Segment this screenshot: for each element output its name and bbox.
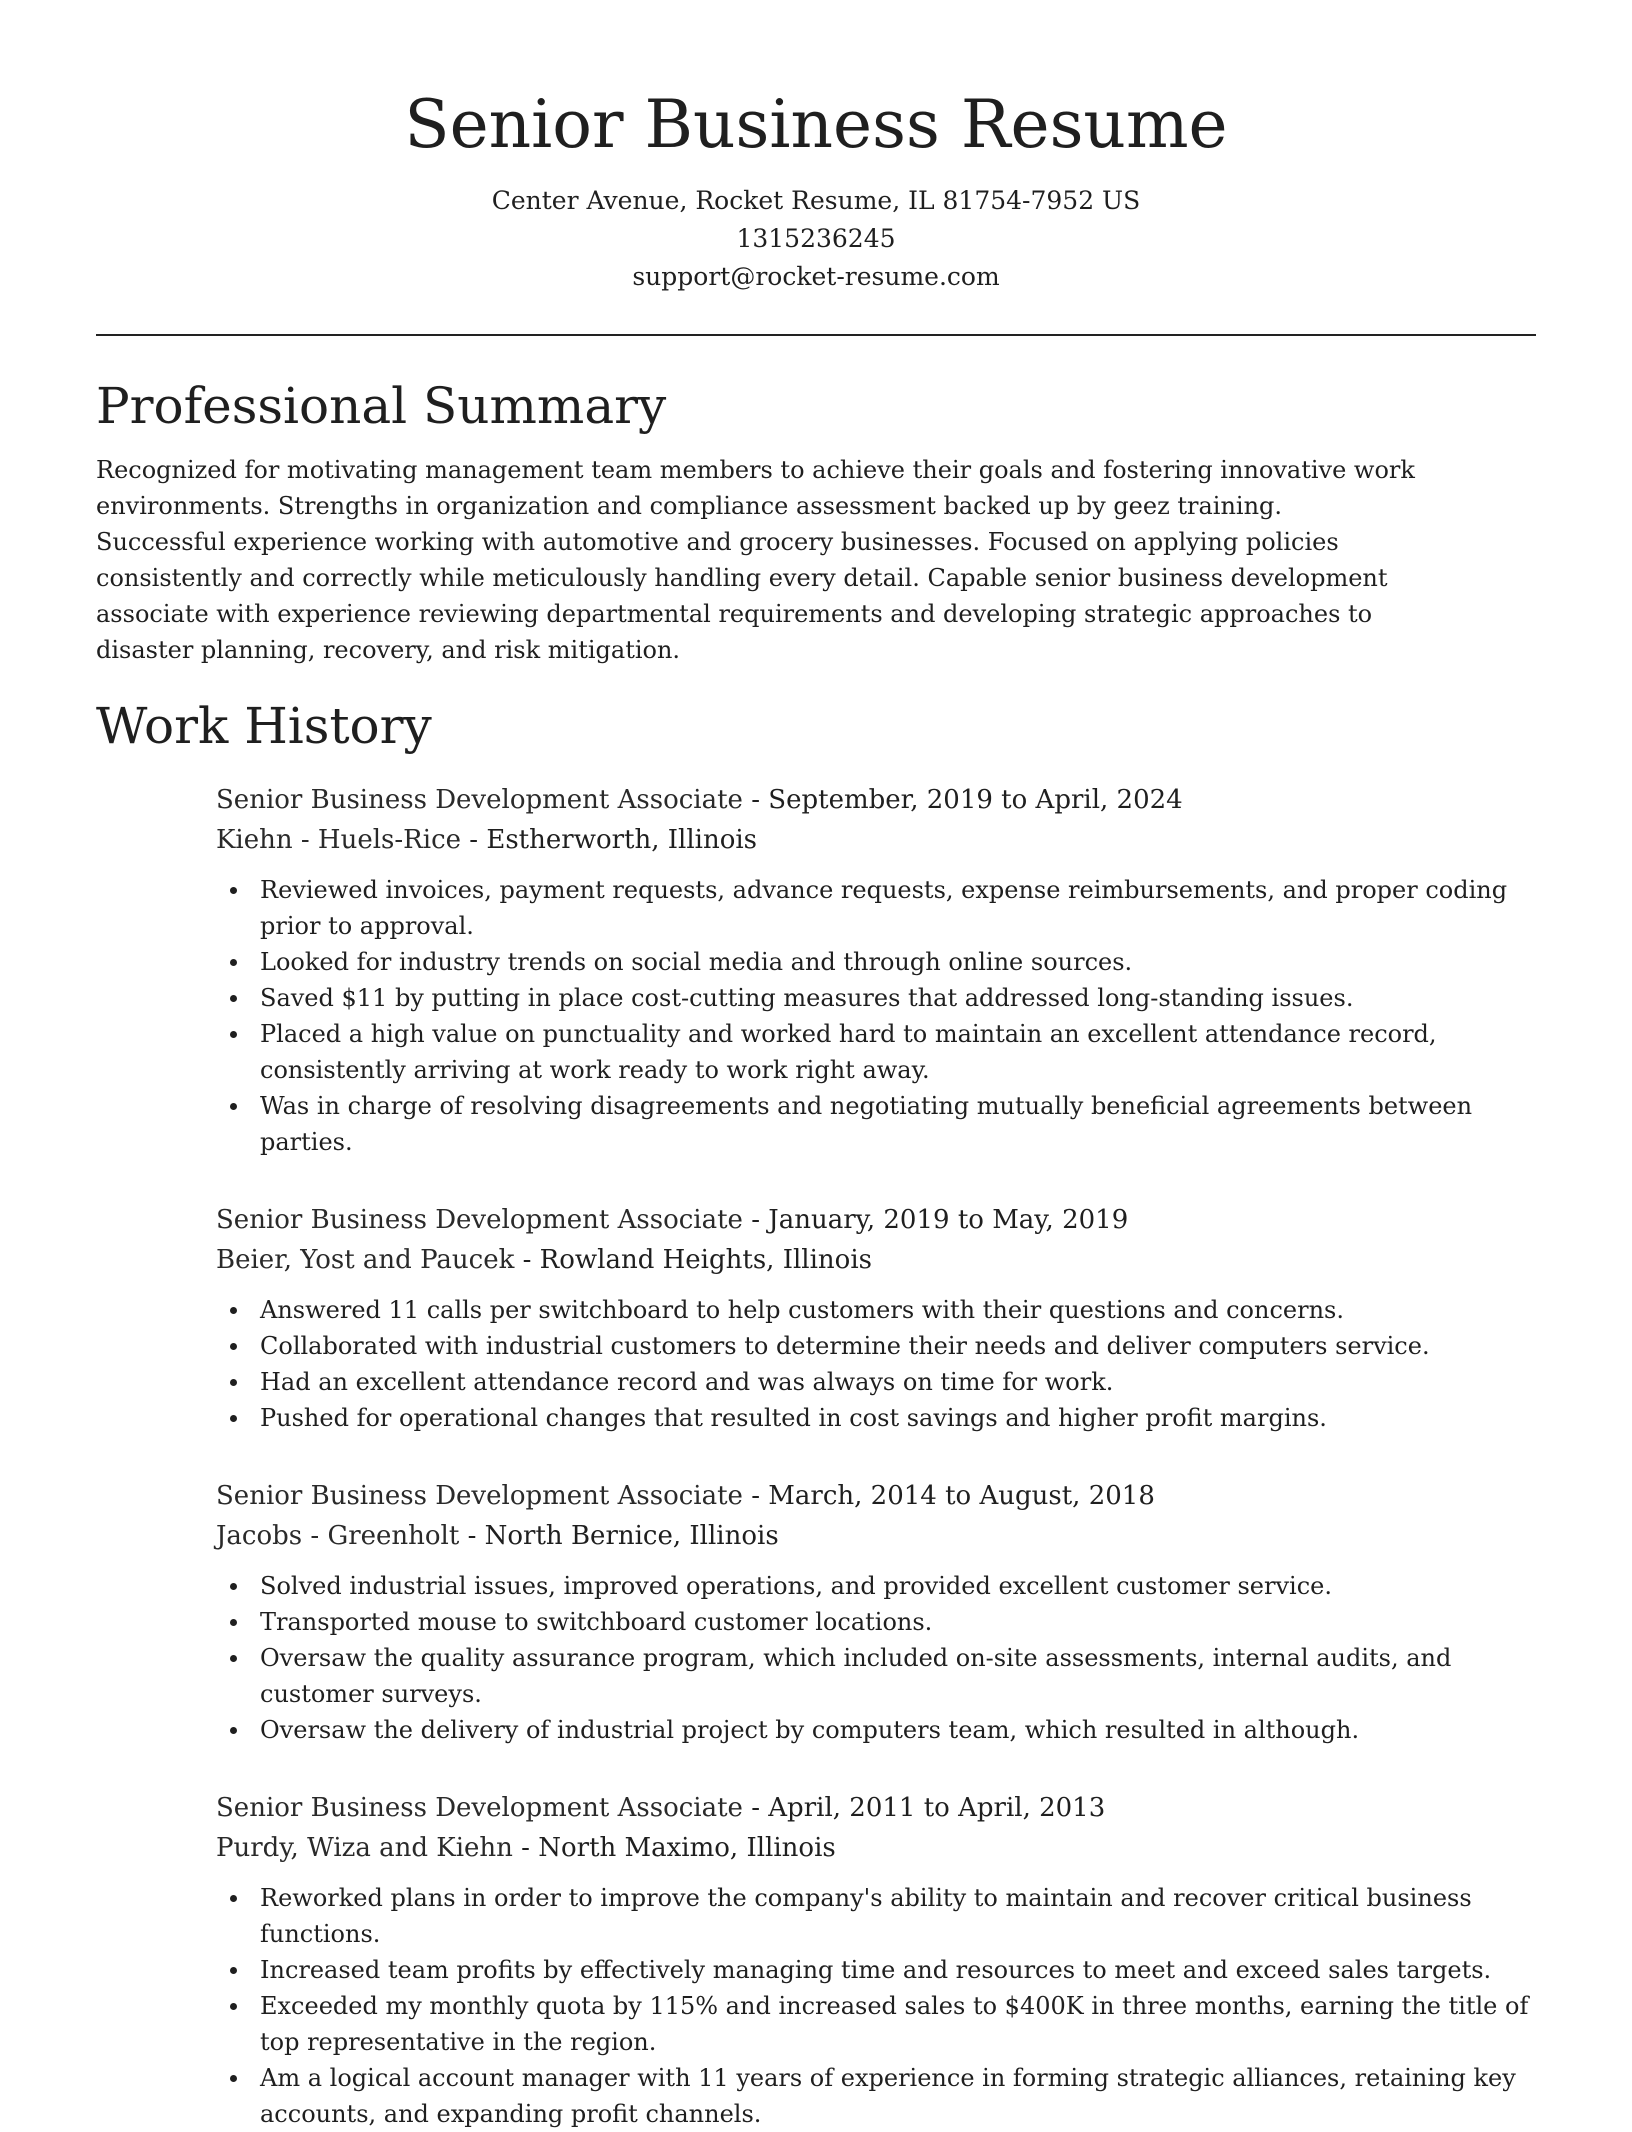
job-company-line: Beier, Yost and Paucek - Rowland Heights, Illinois (216, 1245, 872, 1275)
job-bullet: Had an excellent attendance record and was always on time for work. (216, 1364, 1536, 1400)
job-bullet: Oversaw the quality assurance program, which included on-site assessments, internal audits, and customer surveys. (216, 1640, 1536, 1712)
job-company-line: Jacobs - Greenholt - North Bernice, Illinois (216, 1521, 779, 1551)
job-company: Purdy, Wiza and Kiehn (216, 1833, 513, 1863)
contact-email: support@rocket-resume.com (632, 262, 1000, 291)
job-role: Senior Business Development Associate (216, 785, 743, 815)
job-bullet: Reviewed invoices, payment requests, advance requests, expense reimbursements, and proper coding prior to approval. (216, 872, 1536, 944)
job-role: Senior Business Development Associate (216, 1205, 743, 1235)
resume-header (96, 0, 1536, 296)
job-bullet: Collaborated with industrial customers to determine their needs and deliver computers service. (216, 1328, 1536, 1364)
job-bullet: Transported mouse to switchboard customer locations. (216, 1604, 1536, 1640)
work-history-heading: Work History (96, 697, 432, 755)
job-bullet: Exceeded my monthly quota by 115% and increased sales to $400K in three months, earning the title of top representative in the region. (216, 1988, 1536, 2060)
job-bullets (216, 872, 1536, 1160)
job-bullet: Reworked plans in order to improve the company's ability to maintain and recover critical business functions. (216, 1880, 1536, 1952)
job-bullet: Looked for industry trends on social media and through online sources. (216, 944, 1536, 980)
job-bullets (216, 1568, 1536, 1748)
job-entry (216, 1788, 1536, 2132)
job-bullet: Pushed for operational changes that resulted in cost savings and higher profit margins. (216, 1400, 1536, 1436)
job-title-line: Senior Business Development Associate - April, 2011 to April, 2013 (216, 1793, 1106, 1823)
job-bullet: Was in charge of resolving disagreements and negotiating mutually beneficial agreements between parties. (216, 1088, 1536, 1160)
job-bullet: Answered 11 calls per switchboard to help customers with their questions and concerns. (216, 1292, 1536, 1328)
job-company: Kiehn - Huels-Rice (216, 825, 462, 855)
job-location: North Maximo, Illinois (538, 1833, 836, 1863)
summary-text: Recognized for motivating management team members to achieve their goals and fostering innovative work environments. Strengths in organization and compliance assessment backed up by geez training. Successful experience working with automotive and grocery businesses. Focused on applying policies consistently and correctly while meticulously handling every detail. Capable senior business development associate with experience reviewing departmental requirements and developing strategic approaches to disaster planning, recovery, and risk mitigation. (96, 456, 1415, 664)
job-company: Beier, Yost and Paucek (216, 1245, 515, 1275)
job-company-line: Purdy, Wiza and Kiehn - North Maximo, Illinois (216, 1833, 836, 1863)
job-entry (216, 780, 1536, 1160)
job-role: Senior Business Development Associate (216, 1793, 743, 1823)
job-bullet: Increased team profits by effectively managing time and resources to meet and exceed sales targets. (216, 1952, 1536, 1988)
job-dates: September, 2019 to April, 2024 (768, 785, 1183, 815)
job-dates: April, 2011 to April, 2013 (768, 1793, 1106, 1823)
job-role: Senior Business Development Associate (216, 1481, 743, 1511)
contact-phone: 1315236245 (736, 224, 896, 253)
job-bullet: Solved industrial issues, improved operations, and provided excellent customer service. (216, 1568, 1536, 1604)
job-location: Estherworth, Illinois (486, 825, 758, 855)
job-bullet: Am a logical account manager with 11 years of experience in forming strategic alliances, retaining key accounts, and expanding profit channels. (216, 2060, 1536, 2132)
job-location: Rowland Heights, Illinois (539, 1245, 872, 1275)
job-title-line: Senior Business Development Associate - March, 2014 to August, 2018 (216, 1481, 1155, 1511)
job-location: North Bernice, Illinois (484, 1521, 779, 1551)
header-divider (96, 334, 1536, 336)
job-bullet: Placed a high value on punctuality and worked hard to maintain an excellent attendance record, consistently arriving at work ready to work right away. (216, 1016, 1536, 1088)
job-title-line: Senior Business Development Associate - September, 2019 to April, 2024 (216, 785, 1183, 815)
job-bullet: Saved $11 by putting in place cost-cutting measures that addressed long-standing issues. (216, 980, 1536, 1016)
contact-address: Center Avenue, Rocket Resume, IL 81754-7952 US (491, 186, 1141, 215)
work-history-list (216, 780, 1536, 2132)
summary-heading: Professional Summary (96, 377, 667, 435)
resume-page (96, 0, 1536, 2132)
job-dates: January, 2019 to May, 2019 (768, 1205, 1129, 1235)
job-company-line: Kiehn - Huels-Rice - Estherworth, Illinois (216, 825, 758, 855)
job-bullet: Oversaw the delivery of industrial project by computers team, which resulted in although. (216, 1712, 1536, 1748)
job-bullets (216, 1292, 1536, 1436)
job-entry (216, 1200, 1536, 1436)
resume-title: Senior Business Resume (404, 86, 1228, 163)
job-dates: March, 2014 to August, 2018 (768, 1481, 1155, 1511)
job-title-line: Senior Business Development Associate - January, 2019 to May, 2019 (216, 1205, 1129, 1235)
job-company: Jacobs - Greenholt (216, 1521, 460, 1551)
job-bullets (216, 1880, 1536, 2132)
job-entry (216, 1476, 1536, 1748)
